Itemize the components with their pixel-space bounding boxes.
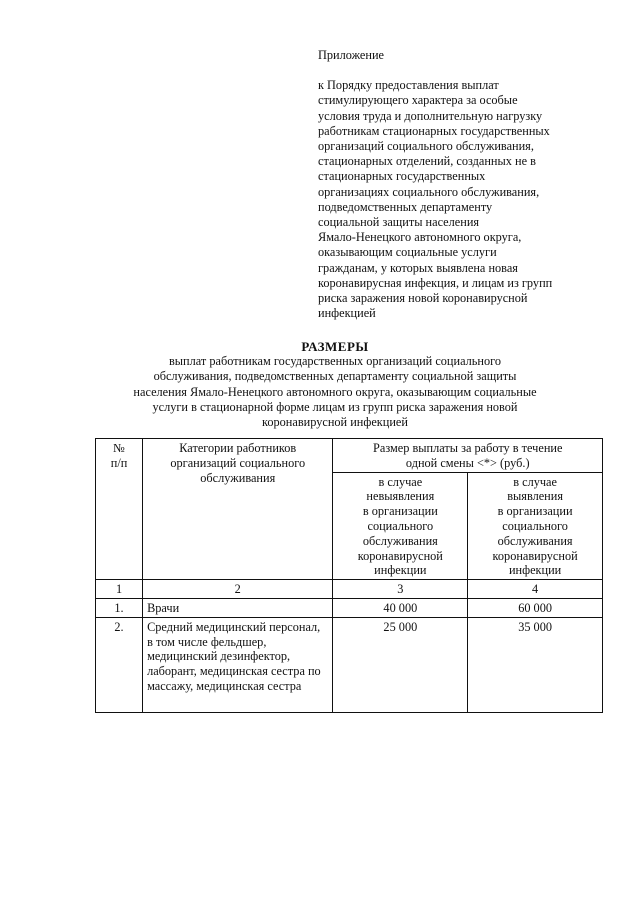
- row-num: 1.: [96, 598, 143, 617]
- row-num: 2.: [96, 617, 143, 712]
- heading-line: услуги в стационарной форме лицам из групп риска заражения новой: [152, 399, 518, 414]
- header-detection-cell: в случае выявления в организации социального обслуживания коронавирусной инфекции: [468, 472, 603, 580]
- appendix-line: социальной защиты населения: [318, 215, 480, 230]
- row-category: Врачи: [143, 598, 333, 617]
- header-num-cell: № п/п: [96, 439, 143, 580]
- row-no-detection-amount: 40 000: [333, 598, 468, 617]
- heading-line: коронавирусной инфекцией: [262, 415, 408, 430]
- appendix-line: стимулирующего характера за особые: [318, 93, 518, 108]
- heading-line: выплат работникам государственных организаций социального: [168, 354, 502, 369]
- table-row: [96, 617, 603, 712]
- appendix-line: стационарных отделений, созданных не в: [318, 154, 536, 169]
- appendix-line: гражданам, у которых выявлена новая: [318, 260, 518, 275]
- appendix-line: риска заражения новой коронавирусной: [318, 291, 528, 306]
- row-category: Средний медицинский персонал, в том числе фельдшер, медицинский дезинфектор, лаборант, медицинская сестра по массажу, медицинская сестра: [143, 617, 333, 712]
- column-number: 3: [333, 580, 468, 599]
- header-category-cell: Категории работников организаций социального обслуживания: [143, 439, 333, 580]
- row-detection-amount: 35 000: [468, 617, 603, 712]
- appendix-line: подведомственных департаменту: [318, 199, 493, 214]
- appendix-line: к Порядку предоставления выплат: [318, 78, 499, 93]
- appendix-line: условия труда и дополнительную нагрузку: [318, 108, 543, 123]
- table-row: [96, 598, 603, 617]
- appendix-line: организаций социального обслуживания,: [318, 139, 534, 154]
- table-header-row: [96, 439, 603, 473]
- appendix-line: стационарных государственных: [318, 169, 486, 184]
- appendix-block: [318, 48, 618, 321]
- column-number-row: [96, 580, 603, 599]
- document-title: РАЗМЕРЫ: [301, 339, 369, 354]
- appendix-line: Ямало-Ненецкого автономного округа,: [318, 230, 522, 245]
- document-heading: [95, 339, 575, 430]
- row-detection-amount: 60 000: [468, 598, 603, 617]
- payment-sizes-table: [95, 438, 603, 713]
- header-no-detection-cell: в случае невыявления в организации социального обслуживания коронавирусной инфекции: [333, 472, 468, 580]
- appendix-line: оказывающим социальные услуги: [318, 245, 497, 260]
- row-no-detection-amount: 25 000: [333, 617, 468, 712]
- header-payment-cell: Размер выплаты за работу в течение одной смены <*> (руб.): [333, 439, 603, 473]
- appendix-title: Приложение: [318, 48, 384, 62]
- heading-line: населения Ямало-Ненецкого автономного округа, оказывающим социальные: [133, 384, 537, 399]
- appendix-line: коронавирусная инфекция, и лицам из групп: [318, 275, 553, 290]
- heading-line: обслуживания, подведомственных департаменту социальной защиты: [153, 369, 517, 384]
- appendix-line: работникам стационарных государственных: [318, 123, 550, 138]
- column-number: 2: [143, 580, 333, 599]
- column-number: 4: [468, 580, 603, 599]
- column-number: 1: [96, 580, 143, 599]
- appendix-line: инфекцией: [318, 306, 376, 321]
- appendix-line: организациях социального обслуживания,: [318, 184, 540, 199]
